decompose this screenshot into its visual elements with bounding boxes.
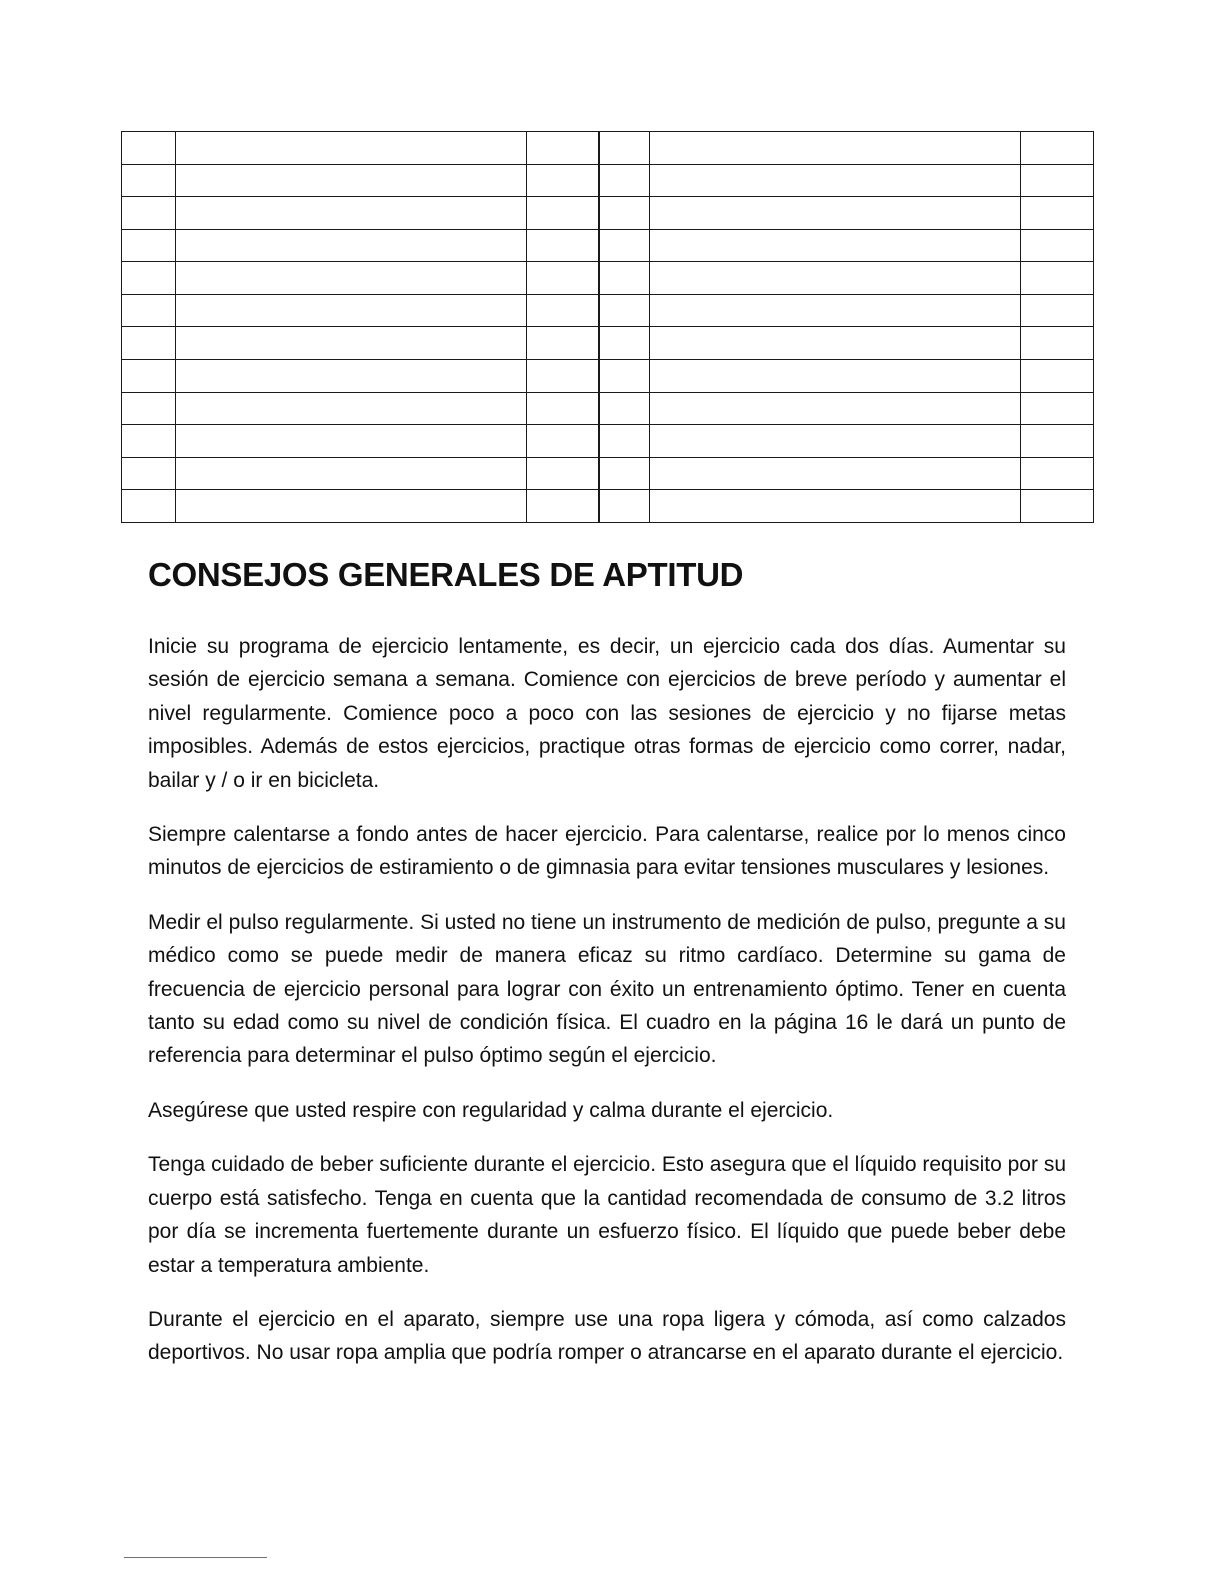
table-cell: [1021, 229, 1094, 262]
table-row: [122, 197, 1094, 230]
table-row: [122, 262, 1094, 295]
table-cell: [527, 327, 599, 360]
table-cell: [599, 197, 650, 230]
table-cell: [650, 229, 1021, 262]
table-cell: [527, 229, 599, 262]
table-cell: [527, 490, 599, 523]
table-cell: [527, 457, 599, 490]
table-cell: [527, 294, 599, 327]
paragraph-clothing: Durante el ejercicio en el aparato, siempre use una ropa ligera y cómoda, así como calzados deportivos. No usar ropa amplia que podría romper o atrancarse en el aparato durante el ejercicio.: [148, 1307, 1066, 1365]
table-cell: [650, 490, 1021, 523]
table-cell: [650, 392, 1021, 425]
table-cell: [1021, 490, 1094, 523]
table-row: [122, 457, 1094, 490]
table-cell: [527, 164, 599, 197]
table-row: [122, 164, 1094, 197]
table-row: [122, 327, 1094, 360]
table-cell: [650, 425, 1021, 458]
table-cell: [122, 327, 176, 360]
table-row: [122, 392, 1094, 425]
paragraph-pulse: Medir el pulso regularmente. Si usted no tiene un instrumento de medición de pulso, pregunte a su médico como se puede medir de manera eficaz su ritmo cardíaco. Determine su gama de frecuencia de ejercicio personal para lograr con éxito un entrenamiento óptimo. Tener en cuenta tanto su edad como su nivel de condición física. El cuadro en la página 16 le dará un punto de referencia para determinar el pulso óptimo según el ejercicio.: [148, 910, 1066, 1068]
table-cell: [1021, 327, 1094, 360]
table-cell: [599, 327, 650, 360]
section-body: [148, 630, 1066, 1391]
table-cell: [176, 457, 527, 490]
table-cell: [122, 132, 176, 165]
table-row: [122, 360, 1094, 393]
table-cell: [599, 132, 650, 165]
table-cell: [122, 425, 176, 458]
table-cell: [122, 164, 176, 197]
table-cell: [599, 164, 650, 197]
table-cell: [122, 392, 176, 425]
table-cell: [650, 262, 1021, 295]
table-cell: [176, 392, 527, 425]
table-cell: [176, 490, 527, 523]
table-body: [122, 132, 1094, 523]
table-cell: [122, 490, 176, 523]
table-cell: [122, 360, 176, 393]
table-cell: [1021, 262, 1094, 295]
table-cell: [599, 360, 650, 393]
table-cell: [527, 262, 599, 295]
table-cell: [527, 425, 599, 458]
table-cell: [176, 197, 527, 230]
table-cell: [122, 294, 176, 327]
blank-log-table: [121, 131, 1094, 523]
table-cell: [176, 360, 527, 393]
table-cell: [650, 294, 1021, 327]
paragraph-breathing: Asegúrese que usted respire con regularidad y calma durante el ejercicio.: [148, 1098, 834, 1122]
table-cell: [122, 457, 176, 490]
table-cell: [176, 425, 527, 458]
table-cell: [1021, 132, 1094, 165]
table-row: [122, 490, 1094, 523]
table-cell: [527, 132, 599, 165]
table-cell: [650, 132, 1021, 165]
table-cell: [599, 457, 650, 490]
table-row: [122, 132, 1094, 165]
table-cell: [599, 425, 650, 458]
table-row: [122, 229, 1094, 262]
table-cell: [1021, 392, 1094, 425]
table-cell: [1021, 164, 1094, 197]
paragraph-warm-up: Siempre calentarse a fondo antes de hacer ejercicio. Para calentarse, realice por lo menos cinco minutos de ejercicios de estiramiento o de gimnasia para evitar tensiones musculares y lesiones.: [148, 823, 1066, 880]
table-cell: [1021, 294, 1094, 327]
table-cell: [122, 229, 176, 262]
table-cell: [176, 164, 527, 197]
table-cell: [650, 360, 1021, 393]
table-cell: [599, 262, 650, 295]
table-cell: [650, 457, 1021, 490]
table-row: [122, 425, 1094, 458]
section-title: CONSEJOS GENERALES DE APTITUD: [148, 556, 744, 593]
table-cell: [176, 294, 527, 327]
table-cell: [599, 229, 650, 262]
table-cell: [122, 262, 176, 295]
table-cell: [599, 490, 650, 523]
table-cell: [1021, 425, 1094, 458]
table-cell: [176, 132, 527, 165]
table-cell: [650, 197, 1021, 230]
table-cell: [599, 294, 650, 327]
table-cell: [1021, 457, 1094, 490]
footnote-separator: [124, 1557, 267, 1558]
table-cell: [599, 392, 650, 425]
table-cell: [527, 360, 599, 393]
table-row: [122, 294, 1094, 327]
table-cell: [527, 392, 599, 425]
table-cell: [176, 229, 527, 262]
table-cell: [527, 197, 599, 230]
table-cell: [1021, 360, 1094, 393]
table-cell: [176, 327, 527, 360]
paragraph-hydration: Tenga cuidado de beber suficiente durante el ejercicio. Esto asegura que el líquido requisito por su cuerpo está satisfecho. Tenga en cuenta que la cantidad recomendada de consumo de 3.2 litros por día se incrementa fuertemente durante un esfuerzo físico. El líquido que puede beber debe estar a temperatura ambiente.: [148, 1153, 1066, 1277]
table-cell: [650, 164, 1021, 197]
table-cell: [176, 262, 527, 295]
table-cell: [650, 327, 1021, 360]
table-cell: [122, 197, 176, 230]
table-cell: [1021, 197, 1094, 230]
paragraph-start-slowly: Inicie su programa de ejercicio lentamente, es decir, un ejercicio cada dos días. Aumentar su sesión de ejercicio semana a semana. Comience con ejercicios de breve período y aumentar el nivel regularmente. Comience poco a poco con las sesiones de ejercicio y no fijarse metas imposibles. Además de estos ejercicios, practique otras formas de ejercicio como correr, nadar, bailar y / o ir en bicicleta.: [148, 635, 1066, 792]
